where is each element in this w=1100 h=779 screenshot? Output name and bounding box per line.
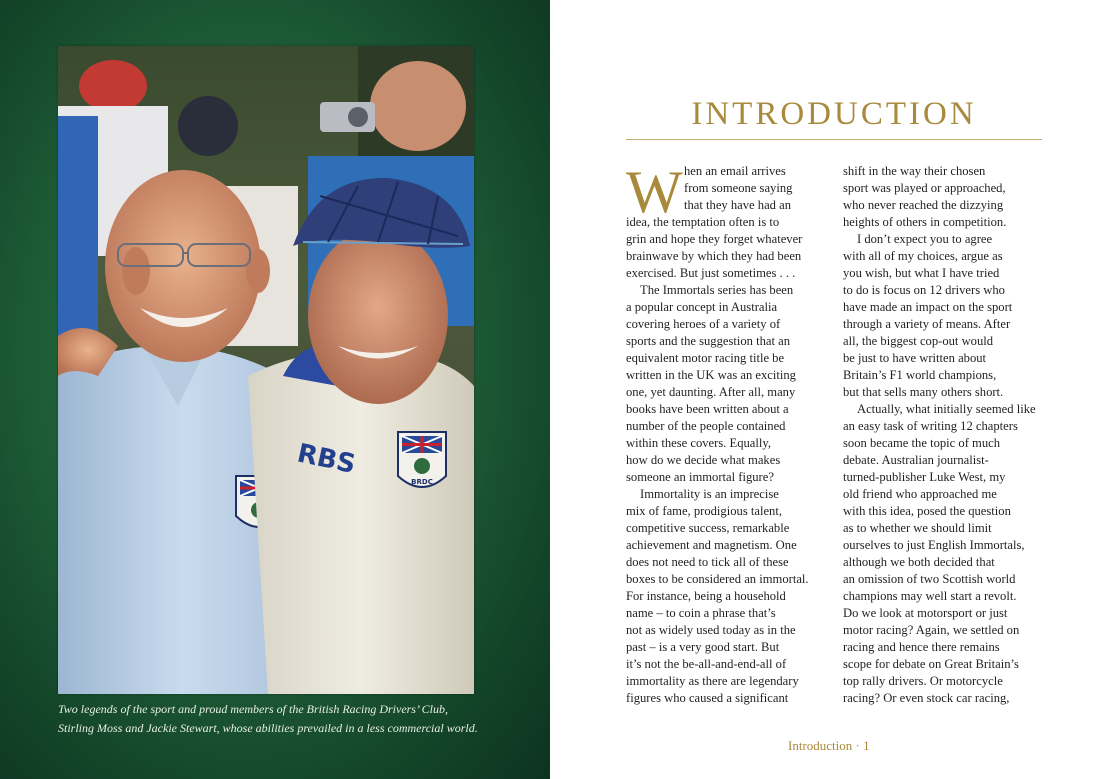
text-line: be just to have written about	[843, 351, 987, 365]
text-line: racing? Or even stock car racing,	[843, 691, 1010, 705]
text-line: boxes to be considered an immortal.	[626, 572, 809, 586]
text-line: Do we look at motorsport or just	[843, 606, 1008, 620]
text-line: one, yet daunting. After all, many	[626, 385, 796, 399]
text-line: who never reached the dizzying	[843, 198, 1004, 212]
photo-illustration	[58, 46, 474, 694]
chapter-title: INTRODUCTION	[691, 96, 977, 132]
text-line: For instance, being a household	[626, 589, 786, 603]
text-line: The Immortals series has been	[640, 283, 794, 297]
text-line: not as widely used today as in the	[626, 623, 796, 637]
text-column-2	[843, 163, 1048, 707]
text-line: heights of others in competition.	[843, 215, 1007, 229]
drop-cap: W	[626, 159, 683, 225]
text-line: I don’t expect you to agree	[857, 232, 993, 246]
photo-caption	[58, 700, 518, 738]
text-line: to do is focus on 12 drivers who	[843, 283, 1005, 297]
text-line: someone an immortal figure?	[626, 470, 774, 484]
text-line: motor racing? Again, we settled on	[843, 623, 1020, 637]
text-line: but that sells many others short.	[843, 385, 1004, 399]
text-line: books have been written about a	[626, 402, 789, 416]
text-line: although we both decided that	[843, 555, 995, 569]
text-line: covering heroes of a variety of	[626, 317, 781, 331]
text-line: competitive success, remarkable	[626, 521, 790, 535]
text-line: racing and hence there remains	[843, 640, 1000, 654]
text-column-1	[626, 159, 831, 707]
caption-line: Stirling Moss and Jackie Stewart, whose abilities prevailed in a less commercial world.	[58, 721, 478, 735]
text-line: exercised. But just sometimes . . .	[626, 266, 796, 280]
text-line: old friend who approached me	[843, 487, 997, 501]
text-line: number of the people contained	[626, 419, 786, 433]
text-line: ourselves to just English Immortals,	[843, 538, 1025, 552]
photo-badge-text: BRDC	[411, 478, 433, 486]
text-line: sport was played or approached,	[843, 181, 1006, 195]
text-line: shift in the way their chosen	[843, 164, 986, 178]
text-line: written in the UK was an exciting	[626, 368, 796, 382]
text-line: hen an email arrives	[684, 164, 786, 178]
text-line: debate. Australian journalist-	[843, 453, 989, 467]
text-line: Britain’s F1 world champions,	[843, 368, 997, 382]
text-line: immortality as there are legendary	[626, 674, 799, 688]
photo-drivers	[58, 46, 474, 694]
text-line: past – is a very good start. But	[626, 640, 780, 654]
text-line: sports and the suggestion that an	[626, 334, 791, 348]
text-line: an omission of two Scottish world	[843, 572, 1016, 586]
text-line: within these covers. Equally,	[626, 436, 772, 450]
text-line: Immortality is an imprecise	[640, 487, 779, 501]
text-line: champions may well start a revolt.	[843, 589, 1017, 603]
photo-sponsor-text: RBS	[294, 438, 359, 481]
right-page	[550, 0, 1100, 779]
text-line: how do we decide what makes	[626, 453, 781, 467]
text-line: soon became the topic of much	[843, 436, 1001, 450]
text-line: achievement and magnetism. One	[626, 538, 797, 552]
text-line: turned-publisher Luke West, my	[843, 470, 1006, 484]
text-line: name – to coin a phrase that’s	[626, 606, 776, 620]
caption-line: Two legends of the sport and proud members of the British Racing Drivers’ Club,	[58, 702, 448, 716]
text-line: scope for debate on Great Britain’s	[843, 657, 1019, 671]
text-line: with all of my choices, argue as	[843, 249, 1003, 263]
text-line: from someone saying	[684, 181, 793, 195]
text-line: equivalent motor racing title be	[626, 351, 785, 365]
text-line: does not need to tick all of these	[626, 555, 789, 569]
text-line: Actually, what initially seemed like	[857, 402, 1036, 416]
text-line: you wish, but what I have tried	[843, 266, 1000, 280]
text-line: top rally drivers. Or motorcycle	[843, 674, 1003, 688]
text-line: all, the biggest cop-out would	[843, 334, 994, 348]
text-line: that they have had an	[684, 198, 792, 212]
title-rule	[626, 139, 1042, 140]
page-footer: Introduction · 1	[788, 738, 870, 753]
text-line: have made an impact on the sport	[843, 300, 1013, 314]
text-line: a popular concept in Australia	[626, 300, 778, 314]
text-line: mix of fame, prodigious talent,	[626, 504, 782, 518]
text-line: grin and hope they forget whatever	[626, 232, 803, 246]
text-line: figures who caused a significant	[626, 691, 789, 705]
text-line: as to whether we should limit	[843, 521, 992, 535]
text-line: through a variety of means. After	[843, 317, 1011, 331]
text-line: with this idea, posed the question	[843, 504, 1011, 518]
text-line: it’s not the be-all-and-end-all of	[626, 657, 787, 671]
text-line: an easy task of writing 12 chapters	[843, 419, 1018, 433]
text-line: idea, the temptation often is to	[626, 215, 780, 229]
text-line: brainwave by which they had been	[626, 249, 802, 263]
